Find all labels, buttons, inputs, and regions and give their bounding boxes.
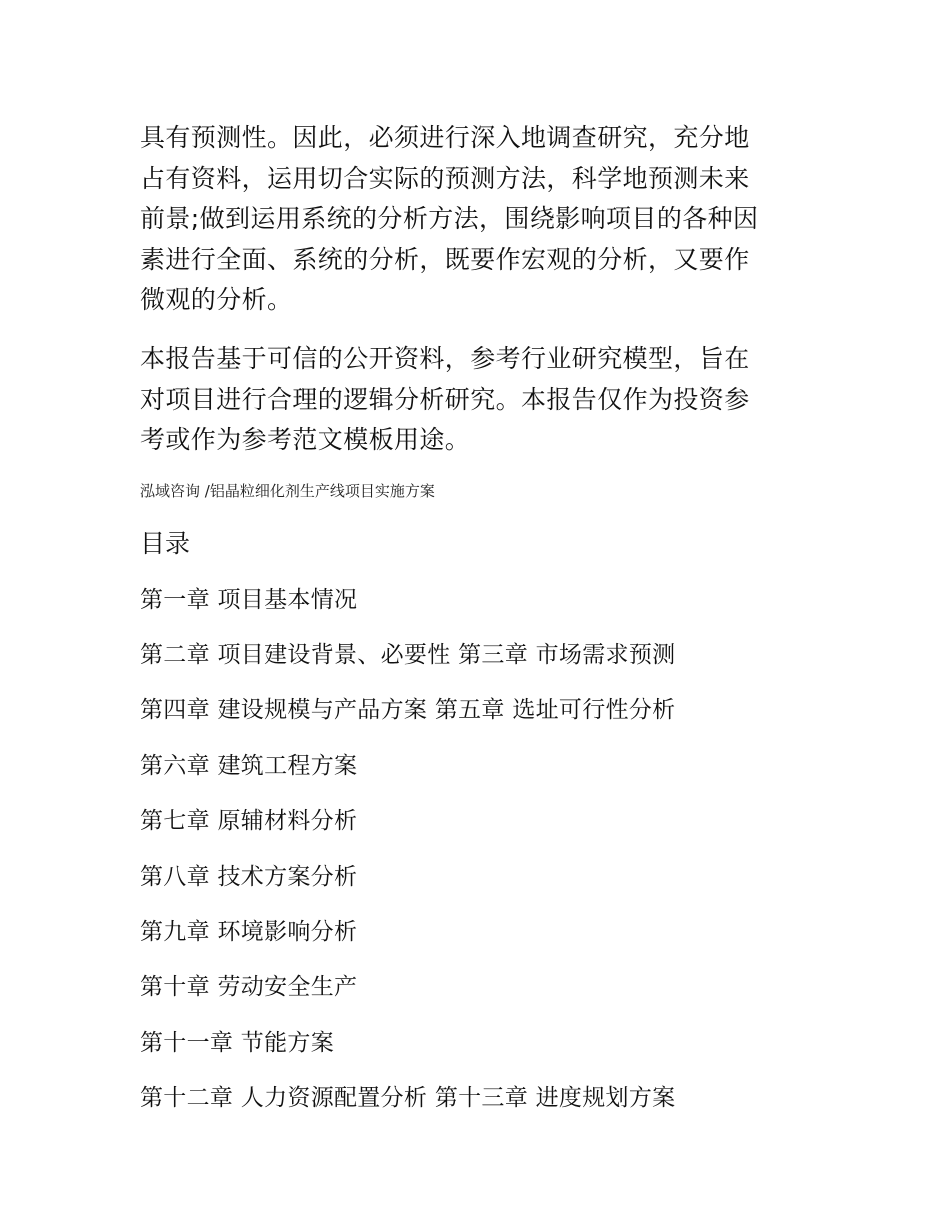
toc-item: 第四章 建设规模与产品方案 第五章 选址可行性分析 [140,697,676,723]
toc-item: 第十二章 人力资源配置分析 第十三章 进度规划方案 [140,1085,676,1111]
toc-item: 第九章 环境影响分析 [140,919,358,945]
toc-item: 第六章 建筑工程方案 [140,753,358,779]
text-line: 素进行全面、系统的分析，既要作宏观的分析，又要作 [140,244,750,274]
text-line: 对项目进行合理的逻辑分析研究。本报告仅作为投资参 [140,384,750,414]
text-line: 占有资料，运用切合实际的预测方法，科学地预测未来 [140,163,750,193]
toc-item: 第十一章 节能方案 [140,1030,335,1056]
toc-item: 第一章 项目基本情况 [140,587,358,613]
text-line: 考或作为参考范文模板用途。 [140,425,471,454]
text-line: 前景;做到运用系统的分析方法，围绕影响项目的各种因 [140,204,759,233]
running-header: 泓域咨询 /铝晶粒细化剂生产线项目实施方案 [140,482,435,500]
text-line: 具有预测性。因此，必须进行深入地调查研究，充分地 [140,123,750,152]
toc-title: 目录 [140,529,191,558]
text-line: 本报告基于可信的公开资料，参考行业研究模型，旨在 [140,344,750,373]
toc-item: 第二章 项目建设背景、必要性 第三章 市场需求预测 [140,642,676,668]
intro-paragraph-1 [140,118,810,321]
text-line: 微观的分析。 [140,285,293,314]
intro-paragraph-2 [140,339,810,461]
toc-item: 第十章 劳动安全生产 [140,974,358,1000]
toc-item: 第七章 原辅材料分析 [140,808,358,834]
toc-item: 第八章 技术方案分析 [140,864,358,890]
